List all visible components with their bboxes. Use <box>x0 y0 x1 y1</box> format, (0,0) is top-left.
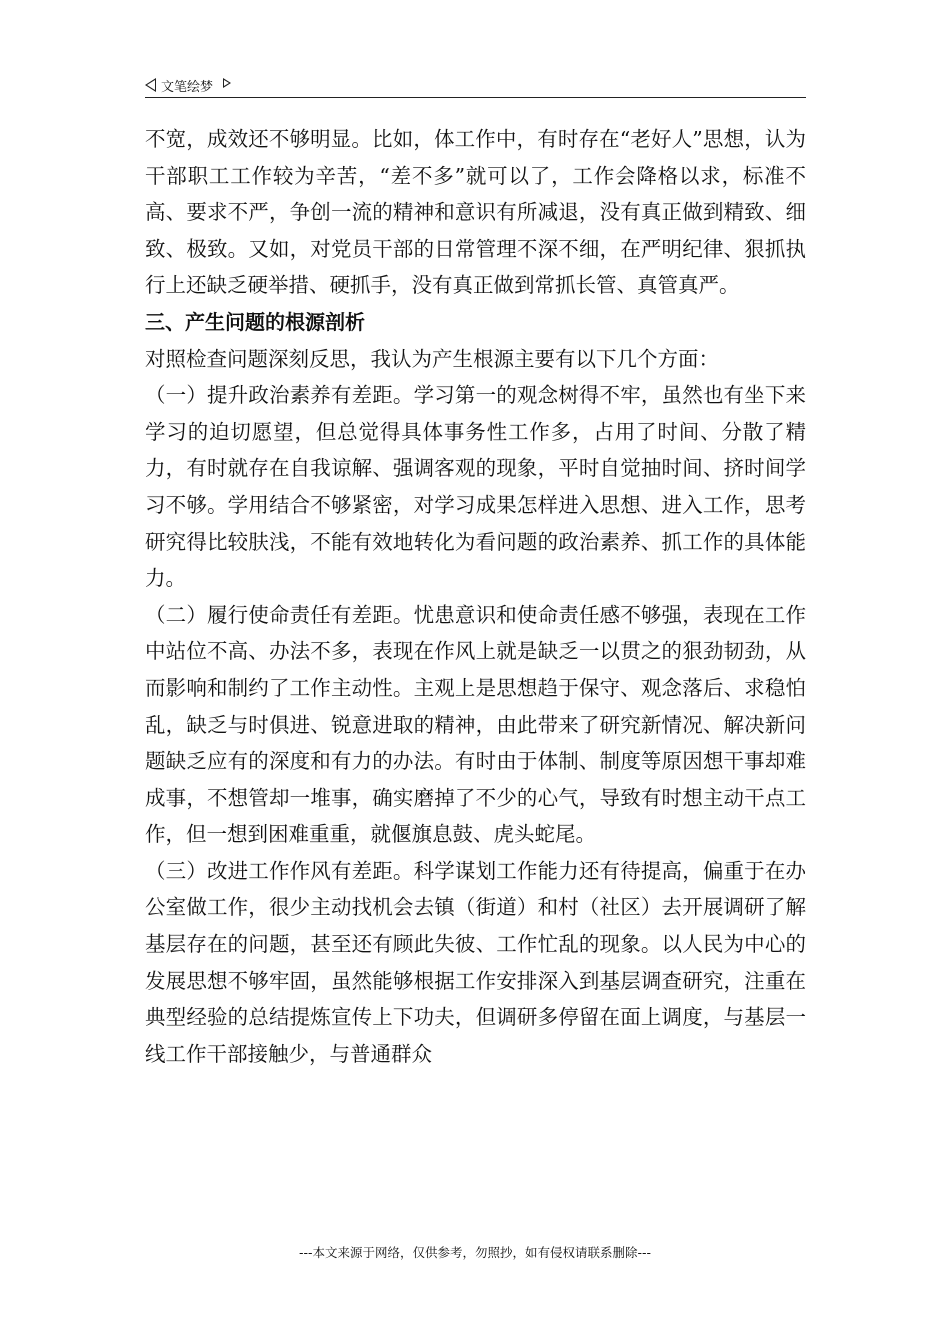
header-brand: 文笔绘梦 <box>161 79 214 95</box>
footer-notice: ---本文来源于网络，仅供参考，勿照抄，如有侵权请联系删除--- <box>298 1245 652 1260</box>
page-header <box>145 74 231 96</box>
right-triangle-icon <box>223 78 231 88</box>
paragraph: （三）改进工作作风有差距。科学谋划工作能力还有待提高，偏重于在办公室做工作，很少主动找机会去镇（街道）和村（社区）去开展调研了解基层存在的问题，甚至还有顾此失彼、工作忙乱的现象。以人民为中心的发展思想不够牢固，虽然能够根据工作安排深入到基层调查研究，注重在典型经验的总结提炼宣传上下功夫，但调研多停留在面上调度，与基层一线工作干部接触少，与普通群众 <box>145 858 806 1066</box>
document-body <box>145 121 806 1072</box>
paragraph: 不宽，成效还不够明显。比如，体工作中，有时存在“老好人”思想，认为干部职工工作较为辛苦，“差不多”就可以了，工作会降格以求，标准不高、要求不严，争创一流的精神和意识有所减退，没有真正做到精致、细致、极致。又如，对党员干部的日常管理不深不细，在严明纪律、狠抓执行上还缺乏硬举措、硬抓手，没有真正做到常抓长管、真管真严。 <box>145 127 806 298</box>
left-triangle-icon <box>145 78 156 92</box>
paragraph: （一）提升政治素养有差距。学习第一的观念树得不牢，虽然也有坐下来学习的迫切愿望，但总觉得具体事务性工作多，占用了时间、分散了精力，有时就存在自我谅解、强调客观的现象，平时自觉抽时间、挤时间学习不够。学用结合不够紧密，对学习成果怎样进入思想、进入工作，思考研究得比较肤浅，不能有效地转化为看问题的政治素养、抓工作的具体能力。 <box>145 383 806 591</box>
header-divider <box>145 97 806 98</box>
paragraph: （二）履行使命责任有差距。忧患意识和使命责任感不够强，表现在工作中站位不高、办法不多，表现在作风上就是缺乏一以贯之的狠劲韧劲，从而影响和制约了工作主动性。主观上是思想趋于保守、观念落后、求稳怕乱，缺乏与时俱进、锐意进取的精神，由此带来了研究新情况、解决新问题缺乏应有的深度和有力的办法。有时由于体制、制度等原因想干事却难成事，不想管却一堆事，确实磨掉了不少的心气，导致有时想主动干点工作，但一想到困难重重，就偃旗息鼓、虎头蛇尾。 <box>145 602 806 847</box>
section-heading: 三、产生问题的根源剖析 <box>145 309 365 334</box>
paragraph: 对照检查问题深刻反思，我认为产生根源主要有以下几个方面： <box>145 346 719 371</box>
